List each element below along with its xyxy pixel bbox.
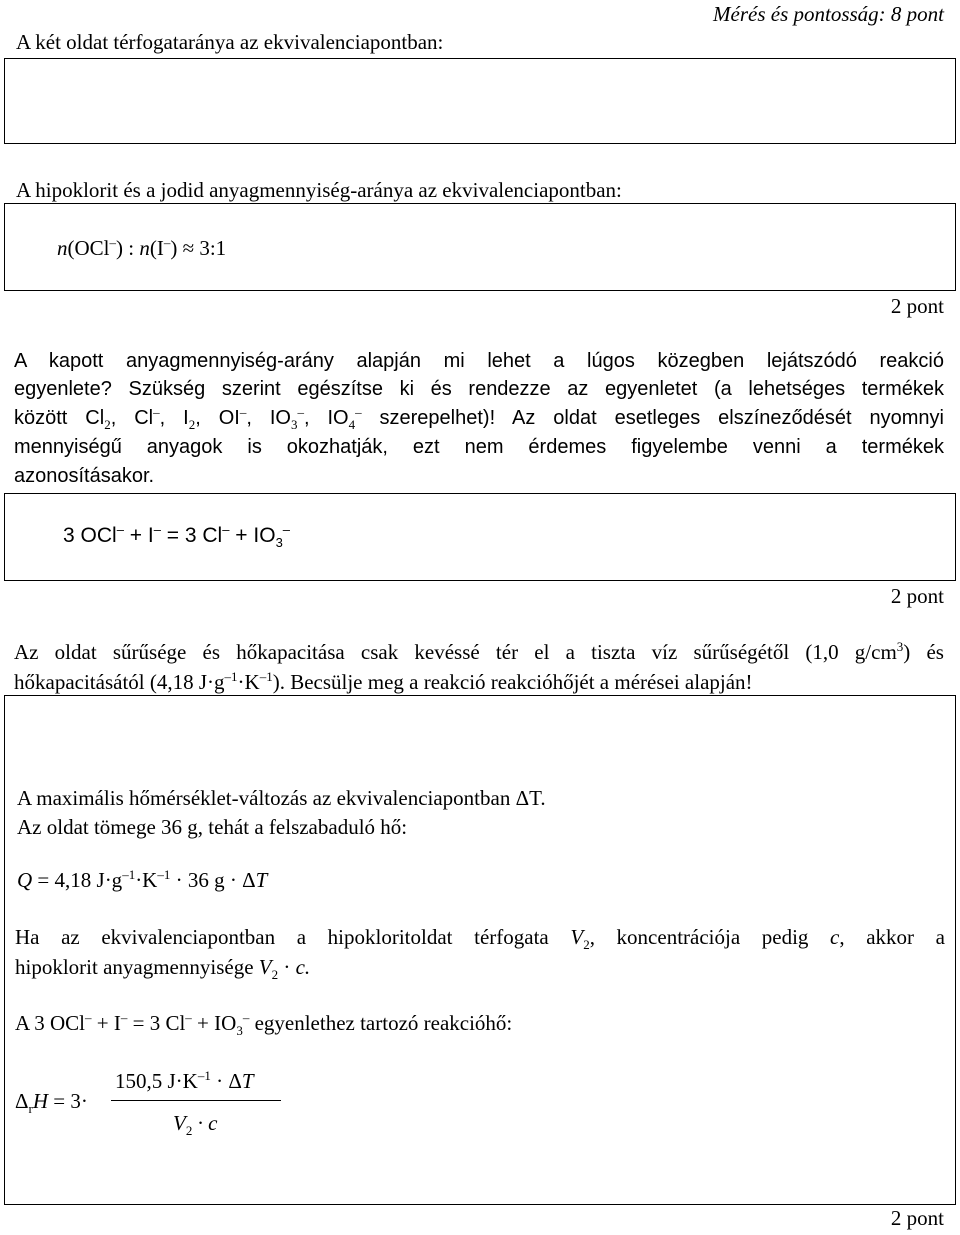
volume-text-line-1: Ha az ekvivalenciapontban a hipokloritoldat térfogata $V_2$, koncentrációja pedig c, akkor a [15, 925, 945, 953]
equation-heat-line: A 3 OCl– + I– = 3 $Cl^- + IO_3^-$ egyenlethez tartozó reakcióhő: [15, 1010, 513, 1039]
reaction-question-line-1: A kapott anyagmennyiség-arány alapján mi lehet a lúgos közegben lejátszódó reakció [14, 350, 944, 372]
volume-ratio-answer-box [4, 58, 956, 144]
reaction-question-line-2: egyenlete? Szükség szerint egészítse ki és rendezze az egyenletet (a lehetséges termékek [14, 378, 944, 400]
delta-h-numerator: 150,5 $J\cdot K^{-1} \cdot \Delta T$ [115, 1068, 254, 1093]
reaction-equation: 3 OCl– + I– = 3 $Cl^- + IO_3^-$ [63, 522, 291, 551]
reaction-points: 2 pont [890, 584, 944, 608]
delta-h-left: $\Delta_rH = 3\cdot$ [15, 1089, 88, 1117]
max-temp-change: A maximális hőmérséklet-változás az ekvivalenciapontban ΔT. [17, 786, 546, 810]
solution-mass: Az oldat tömege 36 g, tehát a felszabaduló hő: [17, 815, 408, 839]
ratio-question: A hipoklorit és a jodid anyagmennyiség-aránya az ekvivalenciapontban: [16, 178, 622, 202]
ratio-answer: n(OCl–) : n(I–) ≈ 3:1 [57, 235, 227, 260]
ratio-points: 2 pont [890, 294, 944, 318]
reaction-question-line-5: azonosításakor. [14, 465, 155, 487]
reaction-question-line-4: mennyiségű anyagok is okozhatják, ezt nem érdemes figyelembe venni a termékek [14, 436, 944, 458]
volume-ratio-question: A két oldat térfogataránya az ekvivalenciapontban: [16, 30, 444, 54]
delta-h-denominator: $V_2 \cdot c$ [173, 1111, 218, 1139]
heat-answer-box [4, 695, 956, 1205]
volume-text-line-2: hipoklorit anyagmennyisége $V_2 \cdot c$. [15, 955, 311, 983]
heat-question-line-2: hőkapacitásától (4,18 $J\cdot g^{-1}\cdot K^{-1}$). Becsülje meg a reakció reakcióhőjét a mérései alapján! [14, 669, 753, 694]
reaction-answer-box [4, 493, 956, 581]
heat-equation: Q = 4,18 $J\cdot g^{-1}\cdot K^{-1} \cdot 36$ g · ΔT [17, 867, 268, 892]
heat-question-line-1: Az oldat sűrűsége és hőkapacitása csak kevéssé tér el a tiszta víz sűrűségétől (1,0 $g/cm^3$) és [14, 639, 944, 664]
fraction-bar [111, 1100, 281, 1101]
ratio-answer-box [4, 203, 956, 291]
scoring-title: Mérés és pontosság: 8 pont [713, 2, 944, 26]
reaction-question-line-3: között $Cl_2$, Cl–, $I_2$, OI–, $IO_3^-$, $IO_4^-$ szerepelhet)! Az oldat esetleges elszíneződését nyomnyi [14, 404, 944, 432]
heat-points: 2 pont [890, 1206, 944, 1230]
